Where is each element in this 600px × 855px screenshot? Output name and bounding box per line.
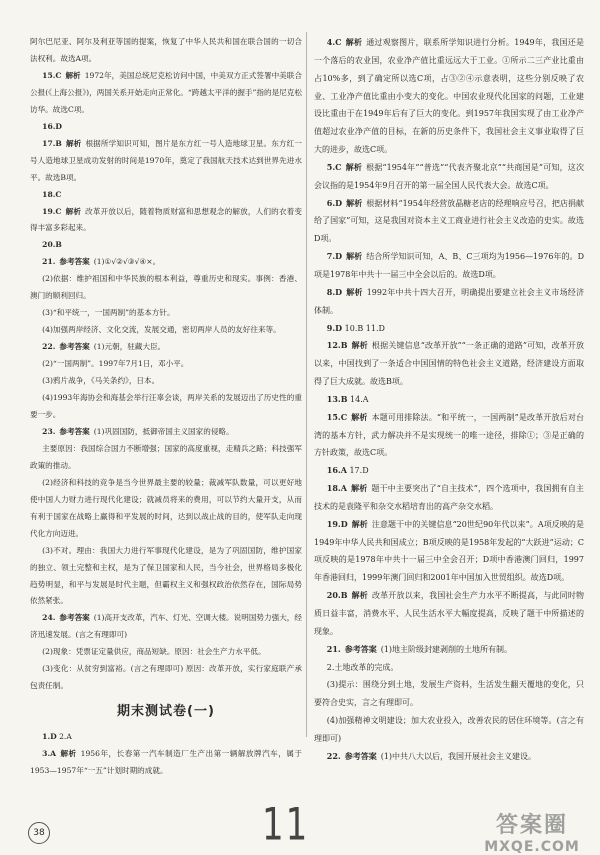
answer-text: 1956年，长春第一汽车制造厂生产出第一辆解放牌汽车，属于1953—1957年“一五”计划时期的成就。 (30, 749, 302, 776)
left-column (30, 34, 302, 780)
answer-paragraph (30, 610, 302, 644)
question-number: 21. (326, 643, 341, 654)
answer-text: (3)提示：围绕分到土地，发展生产资料，生活发生翻天覆地的变化，只要符合史实，言之有理即可。 (314, 680, 584, 708)
answer-text: 根据材料“1954年经营放晶糖老店的经理响应号召，把店捐献给了国家”可知，这是我国对资本主义工商业进行社会主义改造的史实。故选D项。 (314, 198, 585, 244)
answer-text: 结合所学知识可知，A、B、C三项均为1956—1976年的。D项是1978年中共十一届三中全会以后的。故选D项。 (314, 252, 584, 279)
answer-text: 根据“1954年”“普选”“代表齐聚北京”“共商国是”可知，这次会议指的是1954年9月召开的第一届全国人民代表大会。故选C项。 (314, 162, 585, 190)
right-column (314, 34, 584, 766)
answer-text: 2.土地改革的完成。 (326, 662, 399, 672)
answer-paragraph (30, 339, 302, 356)
question-number: 7.D (326, 251, 343, 262)
question-number: 15.C (42, 70, 62, 80)
answer-text: (4)加强精神文明建设；加大农业投入，改善农民的居住环境等。(言之有理即可) (314, 716, 584, 743)
column-divider (306, 32, 307, 737)
answer-tag: 参考答案 (59, 257, 90, 267)
answer-text: 根据关键信息“改革开放”“一条正确的道路”可知，改革开放以来，中国找到了一条适合中国国情的特色社会主义道路，经济建设方面取得了巨大成就。故选B项。 (314, 341, 585, 387)
answer-tag: 解析 (350, 483, 368, 494)
question-number: 20.B (42, 240, 62, 250)
answer-paragraph (30, 119, 302, 136)
answer-paragraph (30, 441, 302, 475)
question-number: 12.B (326, 340, 348, 351)
question-number: 1.D (42, 732, 57, 742)
answer-paragraph (314, 748, 584, 766)
answer-paragraph (314, 676, 584, 712)
answer-tag: 参考答案 (344, 750, 377, 761)
answer-text: 1972年，美国总统尼克松访问中国，中美双方正式签署中美联合公报(《上海公报》)，两国关系开始走向正常化。“跨越太平洋的握手”指的是尼克松访华。故选C项。 (30, 70, 303, 114)
answer-paragraph (30, 305, 302, 322)
answer-text: (1)高开支改革，汽车、灯光、空调大楼。说明国势力强大，经济迅速发展。(言之有理即可) (30, 613, 302, 640)
question-number: 18.C (42, 189, 62, 199)
answer-text: (4)1993年海协会和海基会举行汪辜会谈，两岸关系的发展迈出了历史性的重要一步。 (30, 393, 302, 419)
answer-tag: 解析 (346, 197, 363, 208)
answer-paragraph (30, 254, 302, 271)
question-number: 9.D (326, 322, 343, 333)
answer-paragraph (314, 159, 584, 195)
answer-paragraph (30, 661, 302, 695)
answer-text: (3)不对。理由：我国大力进行军事现代化建设，是为了巩固国防，维护国家的独立、领土完整和主权，是为了保卫国家和人民，当今社会，世界格局多极化趋势明显，和平与发展是时代主题，但霸权主义和强权政治依然存在，国际局势依然紧张。 (30, 545, 302, 606)
question-number: 18.A (326, 483, 347, 494)
answer-paragraph (30, 187, 302, 204)
answer-text: 通过观察图片，联系所学知识进行分析。1949年，我国还是一个落后的农业国，农业净产值比重远远大于工业。①所示二三产业比重由占10%多，到了确定所以选C项，占③②④示意表明，这些分别反映了农业、工业净产值比重由小变大的变化。中国农业现代化国家的问题，工业建设比重由于在1949年后有了巨大的变化。到1957年我国实现了由工业净产值超过农业净产值的目标，在新的历史条件下，我国社会主义事业取得了巨大的进步，故选C项。 (314, 38, 585, 155)
answer-text: (1)元朝，驻藏大臣。 (93, 342, 166, 352)
answer-text: 1992年中共十四大召开，明确提出要建立社会主义市场经济体制。 (314, 287, 585, 315)
question-number: 19.C (42, 206, 62, 216)
answer-tag: 参考答案 (344, 643, 377, 654)
answer-text: 17.D (349, 466, 369, 476)
answer-paragraph (30, 390, 302, 424)
answer-text: (4)加强两岸经济、文化交流，发展交通，密切两岸人员的友好往来等。 (42, 325, 281, 335)
answer-paragraph (30, 204, 302, 238)
question-number: 19.D (326, 518, 348, 529)
answer-tag: 解析 (351, 518, 368, 529)
answer-text: 阿尔巴尼亚、阿尔及利亚等国的提案，恢复了中华人民共和国在联合国的一切合法权利。故选A项。 (30, 37, 302, 63)
answer-tag: 解析 (345, 37, 363, 47)
question-number: 13.B (326, 393, 348, 404)
answer-paragraph (30, 322, 302, 339)
answer-text: (2)依据：维护祖国和中华民族的根本利益，尊重历史和现实。事例：香港、澳门的顺利回归。 (30, 274, 302, 301)
answer-tag: 参考答案 (59, 613, 90, 623)
answer-text: (1)地主阶级封建剥削的土地所有制。 (380, 644, 513, 654)
answer-tag: 解析 (65, 206, 82, 216)
answer-paragraph (30, 644, 302, 661)
page-number: 38 (28, 822, 50, 844)
answer-paragraph (30, 136, 302, 187)
answer-paragraph (314, 337, 584, 391)
question-number: 3.A (42, 749, 56, 759)
answer-paragraph (314, 480, 584, 516)
question-number: 4.C (326, 37, 342, 47)
answer-tag: 解析 (346, 286, 363, 297)
answer-text: 主要原因：我国综合国力不断增强；国家的高度重视，走精兵之路；科技强军政策的推动。 (30, 443, 302, 470)
answer-paragraph (30, 424, 302, 441)
question-number: 6.D (326, 197, 343, 208)
answer-text: (3)变化：从贫穷到富裕。(言之有理即可) 原因：改革开放，实行家庭联产承包责任制。 (30, 664, 302, 691)
answer-tag: 解析 (65, 70, 81, 80)
answer-paragraph (314, 462, 584, 480)
question-number: 8.D (326, 286, 343, 297)
answer-text: (1)中共八大以后，我国开展社会主义建设。 (380, 751, 537, 761)
answer-paragraph (30, 475, 302, 543)
answer-tag: 解析 (351, 340, 368, 351)
answer-paragraph (30, 271, 302, 305)
watermark-top-text: 答案圈 (495, 813, 568, 838)
answer-text: (2)经济和科技的竞争是当今世界最主要的较量；裁减军队数量，可以更好地使中国人力财力进行现代化建设；就减员将来的费用，可以节约大量开支，从而有利于国家在战略上赢得和平发展的时间，达到以战止战的目的，使军队走向现代化方向迈进。 (30, 477, 302, 538)
answer-tag: 参考答案 (59, 342, 90, 352)
answer-paragraph (314, 712, 584, 748)
answer-paragraph (314, 391, 584, 409)
answer-paragraph (30, 373, 302, 390)
watermark-logo (472, 808, 592, 855)
question-number: 23. (42, 426, 56, 436)
answer-paragraph (30, 68, 302, 119)
answer-paragraph (314, 320, 584, 338)
answer-tag: 解析 (345, 161, 363, 172)
answer-text: 题干中主要突出了“自主技术”，四个选项中，我国拥有自主技术的是袁隆平和杂交水稻培育出的高产杂交水稻。 (314, 484, 584, 511)
answer-text: 改革开放以后，随着物质财富和思想观念的解放，人们的衣着变得丰富多彩起来。 (30, 206, 303, 233)
answer-text: 改革开放以来，我国社会生产力水平不断提高，与此同时物质日益丰富，消费水平、人民生活水平大幅度提高，反映了题干中所描述的现象。 (314, 591, 584, 636)
section-title: 期末测试卷(一) (117, 704, 215, 720)
answer-text: (3)“和平统一，一国两制”的基本方针。 (42, 308, 175, 318)
answer-tag: 解析 (59, 749, 77, 759)
answer-paragraph (30, 746, 302, 780)
answer-paragraph (314, 587, 584, 641)
handwritten-mark: 11 (262, 799, 310, 851)
question-number: 24. (42, 613, 56, 623)
answer-tag: 解析 (351, 590, 368, 601)
answer-paragraph (314, 248, 584, 284)
answer-paragraph (314, 195, 584, 249)
question-number: 22. (42, 342, 56, 352)
answer-paragraph (314, 516, 584, 587)
answer-paragraph (30, 356, 302, 373)
answer-tag: 解析 (65, 138, 82, 148)
answer-text: (1)巩固国防，抵御帝国主义国家的侵略。 (93, 426, 234, 436)
question-number: 16.A (326, 465, 347, 476)
answer-text: 本题可用排除法。“和平统一，一国两制”是改革开放后对台湾的基本方针，武力解决并不是实现统一的唯一途径，排除①；③是正确的方针政策，故选C项。 (314, 412, 585, 458)
answer-text: 2.A (59, 732, 72, 742)
answer-paragraph (314, 641, 584, 659)
answer-paragraph (30, 237, 302, 254)
answer-text: (2)“一国两制”。1997年7月1日，邓小平。 (42, 359, 189, 369)
watermark-bottom-text: MXQE.COM (484, 839, 580, 855)
answer-paragraph (30, 34, 302, 68)
answer-paragraph (314, 284, 584, 320)
question-number: 16.D (42, 121, 62, 131)
answer-paragraph (314, 34, 584, 159)
answer-tag: 解析 (351, 411, 368, 422)
answer-paragraph (30, 729, 302, 746)
question-number: 5.C (326, 161, 342, 172)
answer-text: 注意题干中的关键信息“20世纪90年代以来”。A项反映的是1949年中华人民共和国成立；B项反映的是1958年发起的“大跃进”运动；C项反映的是1978年中共十一届三中全会召开；D项中香港澳门回归，1997年香港回归，1999年澳门回归和2001年中国加入世贸组织。故选D项。 (314, 519, 584, 583)
question-number: 17.B (42, 138, 62, 148)
answer-paragraph (314, 659, 584, 677)
answer-text: (3)鸦片战争，《马关条约》，日本。 (42, 376, 160, 386)
answer-text: (1)①√②√③√④×。 (93, 257, 161, 267)
question-number: 15.C (326, 411, 348, 422)
answer-tag: 参考答案 (59, 426, 90, 436)
answer-text: (2)现象：凭票证定量供应，商品短缺。原因：社会生产力水平低。 (42, 647, 266, 657)
answer-paragraph (314, 409, 584, 463)
answer-tag: 解析 (346, 251, 363, 262)
question-number: 21. (42, 257, 56, 267)
answer-text: 10.B 11.D (344, 323, 385, 333)
answer-text: 根据所学知识可知，图片是东方红一号人造地球卫星。东方红一号人造地球卫星成功发射的时间是1970年，奠定了我国航天技术达到世界先进水平。故选B项。 (30, 138, 303, 182)
question-number: 20.B (326, 590, 348, 601)
answer-paragraph (30, 543, 302, 611)
question-number: 22. (326, 750, 341, 761)
answer-text: 14.A (350, 394, 369, 404)
